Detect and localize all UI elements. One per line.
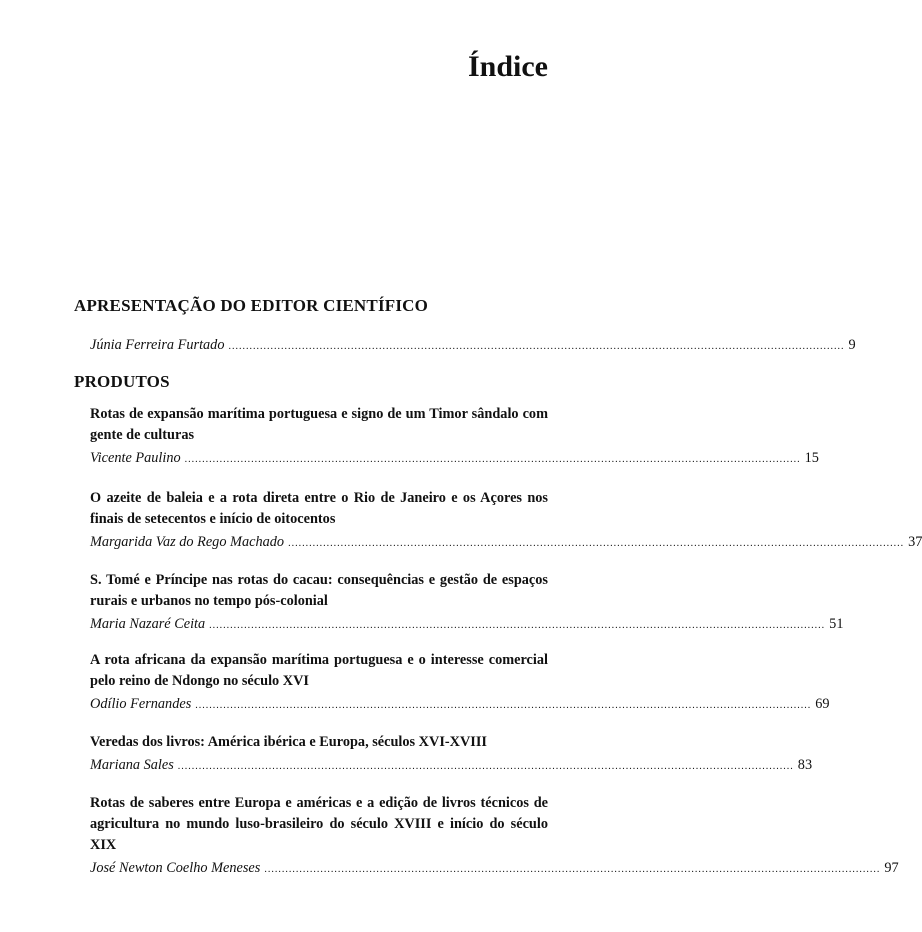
entry-title: A rota africana da expansão marítima portuguesa e o interesse comercial pelo reino de Ndongo no século XVI xyxy=(90,652,548,689)
toc-entry-meneses[interactable] xyxy=(90,793,899,880)
dot-leader: ................................................................................................................................................................................ xyxy=(177,761,794,772)
toc-entry-line xyxy=(90,755,813,777)
entry-author: Odílio Fernandes xyxy=(90,696,192,712)
entry-title: Rotas de expansão marítima portuguesa e signo de um Timor sândalo com gente de culturas xyxy=(90,406,548,443)
toc-entry-ceita[interactable] xyxy=(90,570,844,636)
entry-author: Júnia Ferreira Furtado xyxy=(90,337,225,353)
toc-entry-line xyxy=(90,448,819,470)
entry-title: S. Tomé e Príncipe nas rotas do cacau: consequências e gestão de espaços rurais e urbanos no tempo pós-colonial xyxy=(90,572,548,609)
entry-title: Rotas de saberes entre Europa e américas e a edição de livros técnicos de agricultura no mundo luso-brasileiro do século XVIII e início do século XIX xyxy=(90,795,548,853)
toc-entry-line xyxy=(90,858,899,880)
toc-entry-line xyxy=(90,532,922,554)
entry-page-number: 69 xyxy=(815,696,830,712)
toc-entry-line xyxy=(90,694,830,716)
entry-page-number: 37 xyxy=(908,534,922,550)
dot-leader: ................................................................................................................................................................................ xyxy=(209,620,826,631)
entry-author: José Newton Coelho Meneses xyxy=(90,860,261,876)
entry-page-number: 51 xyxy=(829,616,844,632)
entry-author: Margarida Vaz do Rego Machado xyxy=(90,534,285,550)
entry-author: Mariana Sales xyxy=(90,757,174,773)
toc-entry-fernandes[interactable] xyxy=(90,650,830,716)
toc-entry-machado[interactable] xyxy=(90,488,922,554)
toc-entry-paulino[interactable] xyxy=(90,404,819,470)
toc-entry-furtado[interactable] xyxy=(90,333,856,357)
toc-entry-line xyxy=(90,335,856,357)
dot-leader: ................................................................................................................................................................................ xyxy=(195,700,812,711)
dot-leader: ................................................................................................................................................................................ xyxy=(264,864,881,875)
page-title: Índice xyxy=(467,50,548,83)
entry-page-number: 97 xyxy=(884,860,899,876)
dot-leader: ................................................................................................................................................................................ xyxy=(228,341,845,352)
dot-leader: ................................................................................................................................................................................ xyxy=(184,454,801,465)
entry-author: Vicente Paulino xyxy=(90,450,181,466)
section-heading-apresentacao: APRESENTAÇÃO DO EDITOR CIENTÍFICO xyxy=(74,296,429,315)
entry-author: Maria Nazaré Ceita xyxy=(90,616,206,632)
toc-entry-sales[interactable] xyxy=(90,732,813,777)
entry-page-number: 83 xyxy=(797,757,813,773)
entry-page-number: 9 xyxy=(848,337,856,353)
section-heading-produtos: PRODUTOS xyxy=(74,372,170,391)
entry-title: Veredas dos livros: América ibérica e Europa, séculos XVI-XVIII xyxy=(90,734,487,750)
dot-leader: ................................................................................................................................................................................ xyxy=(288,538,905,549)
entry-page-number: 15 xyxy=(804,450,819,466)
entry-title: O azeite de baleia e a rota direta entre o Rio de Janeiro e os Açores nos finais de setecentos e início de oitocentos xyxy=(90,490,548,527)
toc-entry-line xyxy=(90,614,844,636)
